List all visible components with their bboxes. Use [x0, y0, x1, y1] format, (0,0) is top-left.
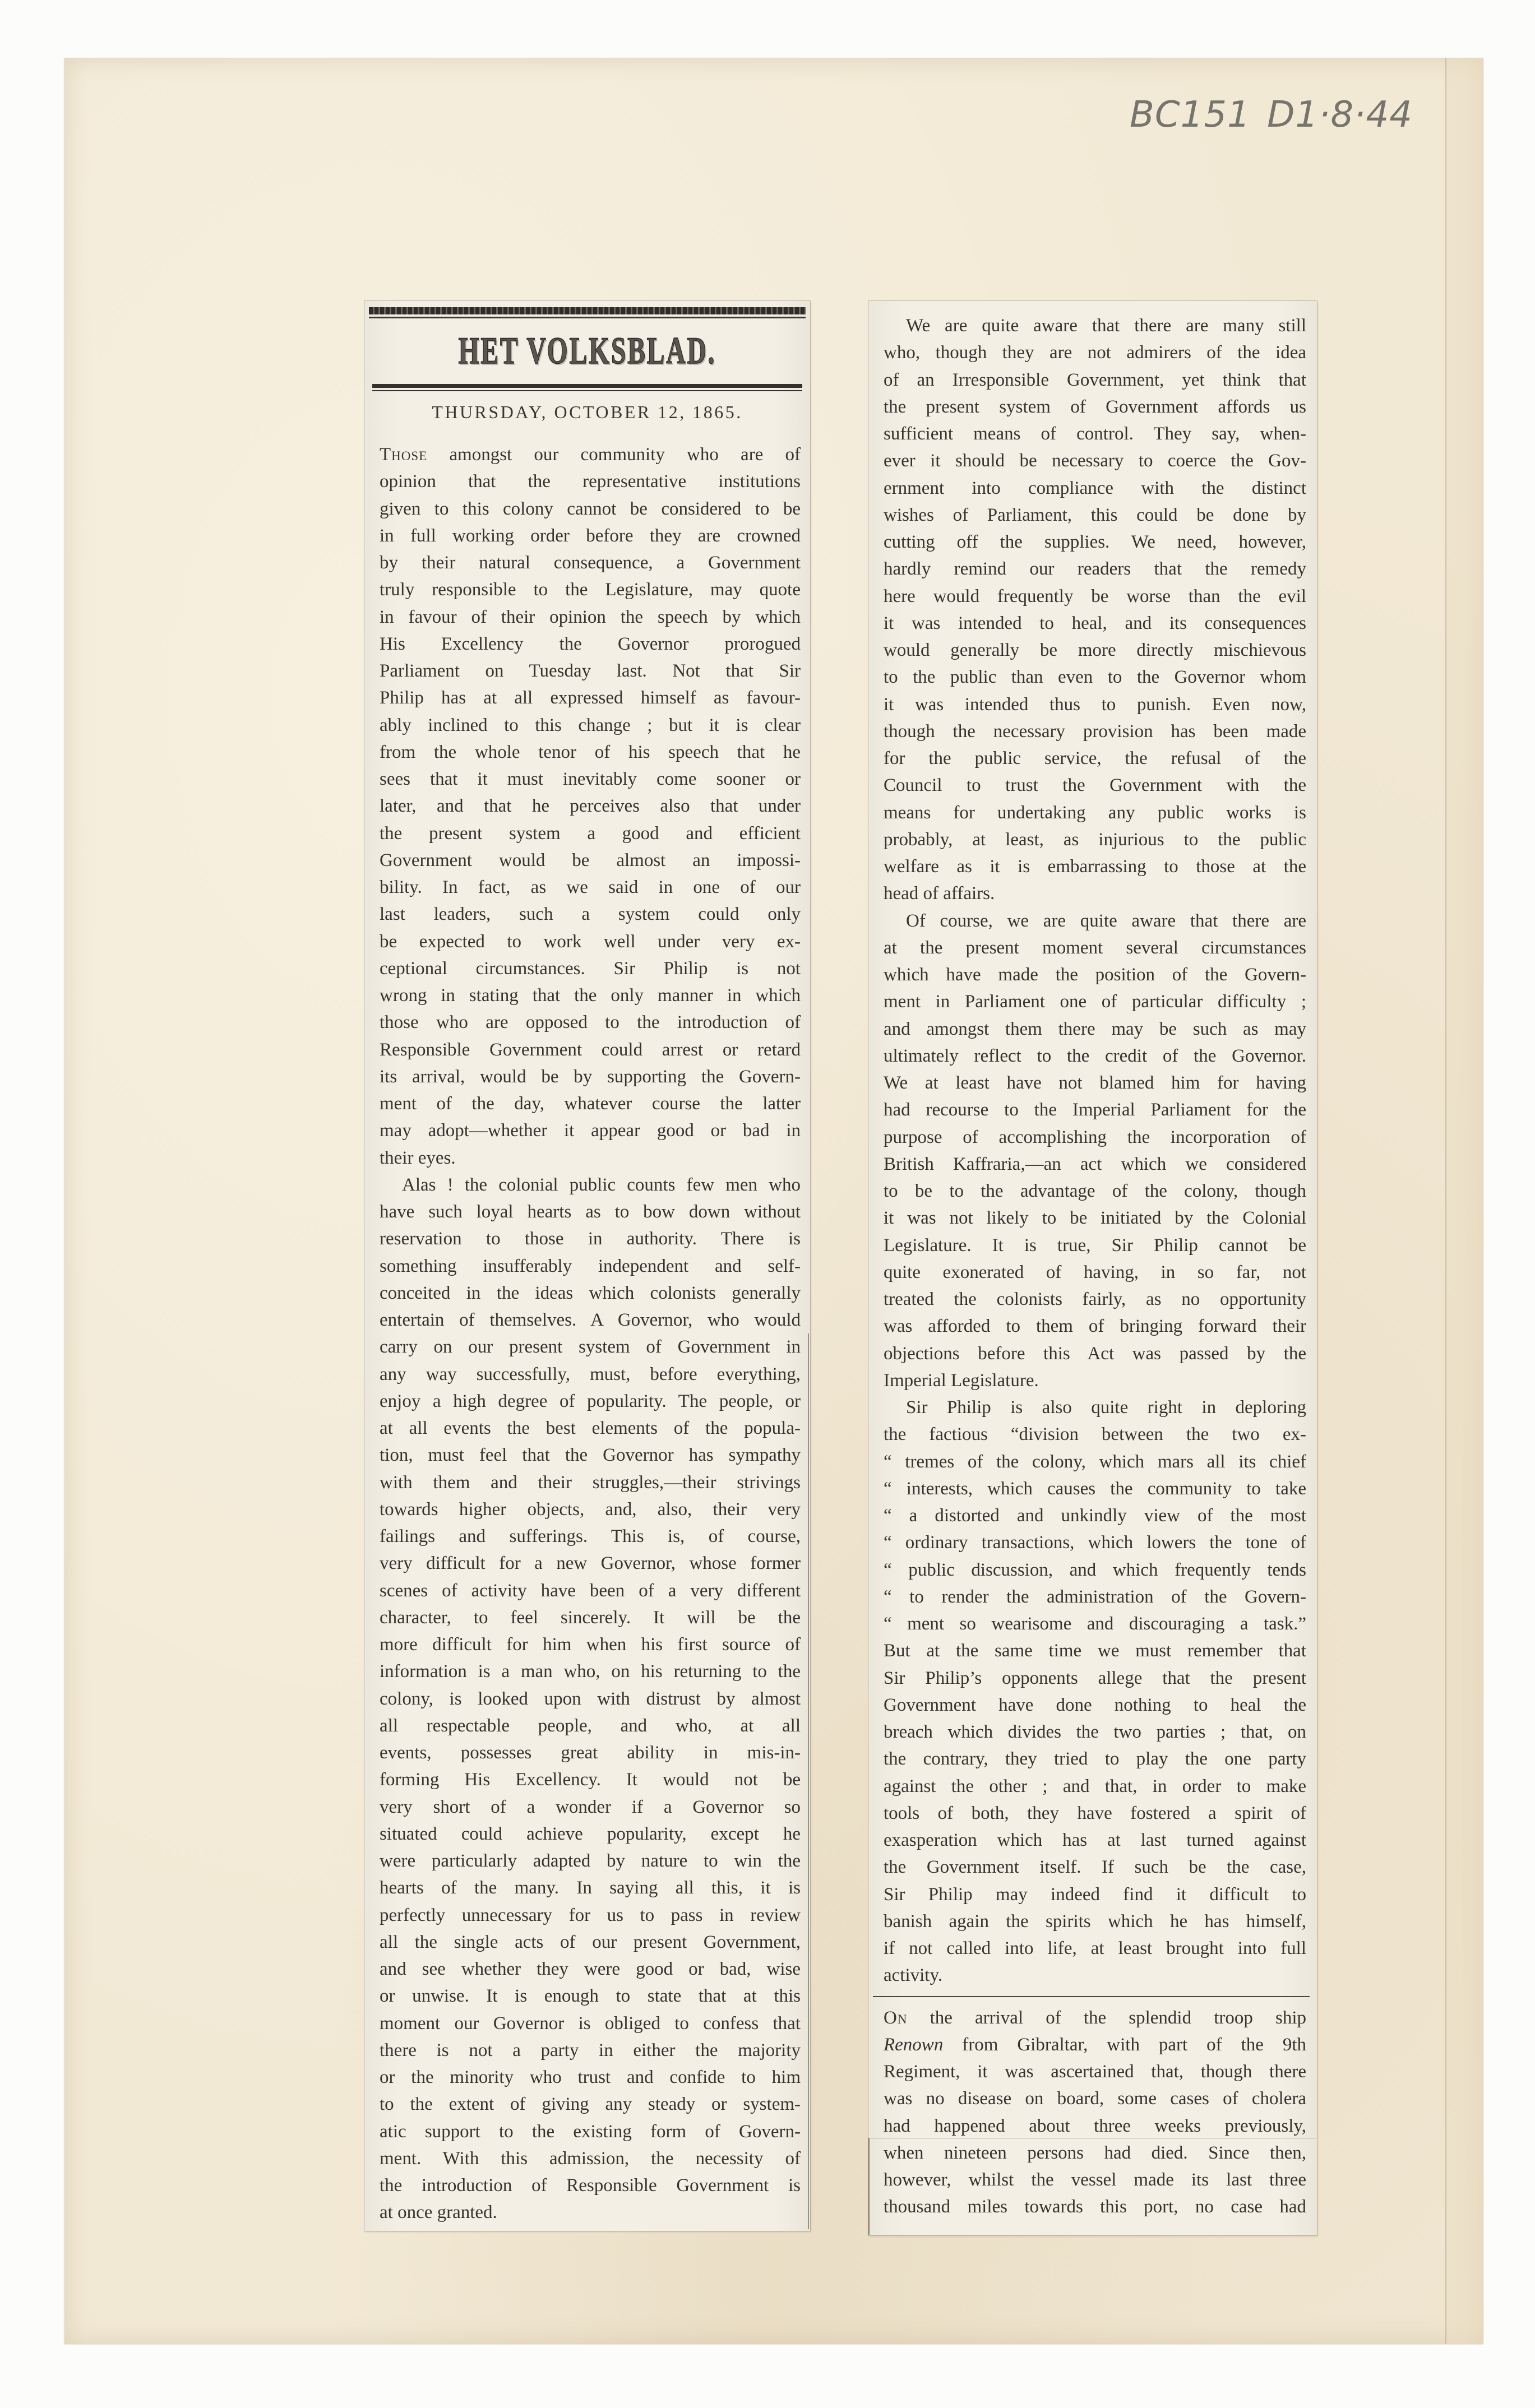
- text-line: reservation to those in authority. There is: [380, 1229, 801, 1249]
- paragraph: [884, 2004, 1306, 2221]
- text-line: or unwise. It is enough to state that at this: [380, 1986, 801, 2007]
- text-line: later, and that he perceives also that under: [380, 796, 801, 817]
- text-line: was no disease on board, some cases of cholera: [884, 2089, 1306, 2109]
- text-line: it was not likely to be initiated by the Colonial: [884, 1208, 1306, 1229]
- text-line: ment in Parliament one of particular difficulty ;: [884, 992, 1306, 1012]
- clipping-paste-edge: [808, 1333, 809, 2229]
- text-line: [884, 2004, 1306, 2031]
- text-line: to the extent of giving any steady or system-: [380, 2094, 801, 2115]
- left-newspaper-clipping: [364, 301, 810, 2231]
- text-line: “ interests, which causes the community to take: [884, 1478, 1306, 1499]
- text-line: its arrival, would be by supporting the Govern-: [380, 1066, 801, 1087]
- text-line: which have made the position of the Govern-: [884, 965, 1306, 985]
- masthead-title: HET VOLKSBLAD.: [458, 329, 716, 372]
- text-line: scenes of activity have been of a very different: [380, 1580, 801, 1601]
- article: [884, 312, 1306, 1989]
- text-line: something insufferably independent and self-: [380, 1256, 801, 1276]
- text-line: ultimately reflect to the credit of the Governor.: [884, 1045, 1306, 1066]
- text-line: means for undertaking any public works is: [884, 802, 1306, 823]
- text-line: all respectable people, and who, at all: [380, 1715, 801, 1736]
- lead-word: Those: [380, 444, 428, 465]
- italic-word: Renown: [884, 2034, 944, 2055]
- paragraph: [884, 907, 1306, 1395]
- text-line: probably, at least, as injurious to the public: [884, 829, 1306, 850]
- text-line: the contrary, they tried to play the one party: [884, 1749, 1306, 1770]
- text-line: moment our Governor is obliged to confess that: [380, 2013, 801, 2034]
- text-line: perfectly unnecessary for us to pass in review: [380, 1905, 801, 1925]
- right-newspaper-clipping: [868, 301, 1317, 2235]
- paragraph: [884, 312, 1306, 907]
- text-line: [380, 441, 801, 468]
- text-line: opinion that the representative institutions: [380, 471, 801, 492]
- right-column-text: [884, 312, 1306, 2221]
- text-line: hearts of the many. In saying all this, it is: [380, 1878, 801, 1898]
- text-line: here would frequently be worse than the evil: [884, 586, 1306, 606]
- paragraph: [380, 441, 801, 1171]
- text-line: the present system a good and efficient: [380, 823, 801, 844]
- left-column-text: [380, 441, 801, 2226]
- dateline: THURSDAY, OCTOBER 12, 1865.: [432, 402, 743, 422]
- text-line: Of course, we are quite aware that there are: [906, 910, 1306, 931]
- line-text: amongst our community who are of: [427, 444, 801, 465]
- line-text: the arrival of the splendid troop ship: [907, 2007, 1306, 2028]
- text-line: tion, must feel that the Governor has sympathy: [380, 1445, 801, 1466]
- text-line: in full working order before they are crowned: [380, 525, 801, 546]
- text-line: His Excellency the Governor prorogued: [380, 633, 801, 654]
- text-line: was afforded to them of bringing forward their: [884, 1316, 1306, 1337]
- text-line: Legislature. It is true, Sir Philip cannot be: [884, 1235, 1306, 1256]
- text-line: banish again the spirits which he has himself,: [884, 1911, 1306, 1932]
- text-line: and amongst them there may be such as may: [884, 1018, 1306, 1039]
- text-line: wishes of Parliament, this could be done by: [884, 504, 1306, 525]
- text-line: We are quite aware that there are many still: [906, 316, 1306, 336]
- text-line: sees that it must inevitably come sooner or: [380, 769, 801, 789]
- text-line: more difficult for him when his first source of: [380, 1634, 801, 1655]
- paragraph: [884, 1394, 1306, 1989]
- masthead-thin-rule: [369, 317, 806, 318]
- article: [380, 441, 801, 2226]
- text-line: who, though they are not admirers of the idea: [884, 342, 1306, 363]
- text-line: had recourse to the Imperial Parliament for the: [884, 1100, 1306, 1120]
- text-line: and see whether they were good or bad, wise: [380, 1959, 801, 1979]
- text-line: it was intended thus to punish. Even now,: [884, 694, 1306, 715]
- text-line: ment of the day, whatever course the latter: [380, 1094, 801, 1114]
- text-line: would generally be more directly mischievous: [884, 640, 1306, 660]
- text-line: the introduction of Responsible Government is: [380, 2175, 801, 2196]
- text-line: it was intended to heal, and its consequences: [884, 613, 1306, 633]
- text-line: forming His Excellency. It would not be: [380, 1770, 801, 1790]
- article-divider-rule: [884, 1989, 1306, 2004]
- text-line: towards higher objects, and, also, their very: [380, 1499, 801, 1520]
- text-line: thousand miles towards this port, no case had: [884, 2197, 1306, 2217]
- underlying-sheet-edge: [1445, 58, 1484, 2344]
- text-line: ment. With this admission, the necessity of: [380, 2148, 801, 2169]
- text-line: at the present moment several circumstances: [884, 937, 1306, 958]
- text-line: however, whilst the vessel made its last three: [884, 2170, 1306, 2190]
- text-line: to be to the advantage of the colony, though: [884, 1181, 1306, 1201]
- text-line: cutting off the supplies. We need, however,: [884, 532, 1306, 552]
- text-line: their eyes.: [380, 1147, 456, 1168]
- text-line: Regiment, it was ascertained that, though there: [884, 2062, 1306, 2082]
- text-line: conceited in the ideas which colonists generally: [380, 1282, 801, 1303]
- text-line: hardly remind our readers that the remedy: [884, 559, 1306, 580]
- text-line: ever it should be necessary to coerce the Gov-: [884, 451, 1306, 471]
- text-line: Imperial Legislature.: [884, 1370, 1039, 1391]
- text-line: have such loyal hearts as to bow down without: [380, 1202, 801, 1222]
- text-line: character, to feel sincerely. It will be the: [380, 1607, 801, 1628]
- text-line: of an Irresponsible Government, yet think that: [884, 369, 1306, 390]
- text-line: colony, is looked upon with distrust by almost: [380, 1688, 801, 1709]
- masthead-double-rule: [372, 384, 802, 391]
- text-line: had happened about three weeks previously,: [884, 2115, 1306, 2136]
- text-line: “ to render the administration of the Govern-: [884, 1586, 1306, 1607]
- text-line: from the whole tenor of his speech that he: [380, 742, 801, 762]
- text-line: when nineteen persons had died. Since then,: [884, 2142, 1306, 2163]
- text-line: “ a distorted and unkindly view of the most: [884, 1506, 1306, 1526]
- text-line: tools of both, they have fostered a spirit of: [884, 1803, 1306, 1823]
- text-line: ernment into compliance with the distinct: [884, 478, 1306, 498]
- paragraph: [380, 1171, 801, 2226]
- text-line: all the single acts of our present Government,: [380, 1932, 801, 1952]
- lead-word: On: [884, 2007, 908, 2028]
- text-line: ceptional circumstances. Sir Philip is not: [380, 958, 801, 979]
- text-line: situated could achieve popularity, except he: [380, 1823, 801, 1844]
- text-line: Sir Philip’s opponents allege that the present: [884, 1668, 1306, 1688]
- text-line: We at least have not blamed him for having: [884, 1073, 1306, 1093]
- text-line: in favour of their opinion the speech by which: [380, 606, 801, 627]
- masthead: [364, 329, 810, 372]
- text-line: the present system of Government affords us: [884, 396, 1306, 417]
- text-line: Philip has at all expressed himself as favour-: [380, 688, 801, 708]
- text-line: there is not a party in either the majority: [380, 2040, 801, 2060]
- text-line: the Government itself. If such be the case,: [884, 1857, 1306, 1878]
- text-line: [884, 2031, 1306, 2058]
- text-line: by their natural consequence, a Government: [380, 553, 801, 573]
- text-line: purpose of accomplishing the incorporation of: [884, 1127, 1306, 1147]
- text-line: welfare as it is embarrassing to those at the: [884, 856, 1306, 877]
- text-line: may adopt—whether it appear good or bad in: [380, 1120, 801, 1141]
- text-line: to the public than even to the Governor whom: [884, 667, 1306, 688]
- text-line: those who are opposed to the introduction of: [380, 1012, 801, 1033]
- text-line: treated the colonists fairly, as no opportunity: [884, 1289, 1306, 1309]
- text-line: activity.: [884, 1965, 943, 1986]
- text-line: head of affairs.: [884, 883, 995, 904]
- text-line: or the minority who trust and confide to him: [380, 2067, 801, 2087]
- text-line: objections before this Act was passed by the: [884, 1343, 1306, 1364]
- archive-reference-note: BC151 D1·8·44: [1130, 94, 1413, 136]
- text-line: British Kaffraria,—an act which we considered: [884, 1154, 1306, 1174]
- text-line: at once granted.: [380, 2202, 497, 2223]
- text-line: failings and sufferings. This is, of course,: [380, 1526, 801, 1546]
- text-line: very difficult for a new Governor, whose former: [380, 1553, 801, 1574]
- line-text: from Gibraltar, with part of the 9th: [943, 2034, 1306, 2055]
- text-line: “ ment so wearisome and discouraging a task.”: [884, 1614, 1306, 1634]
- text-line: ably inclined to this change ; but it is clear: [380, 715, 801, 735]
- text-line: sufficient means of control. They say, when-: [884, 424, 1306, 444]
- masthead-ornament-band: [369, 307, 806, 314]
- text-line: events, possesses great ability in mis-in-: [380, 1743, 801, 1763]
- text-line: “ ordinary transactions, which lowers the tone of: [884, 1532, 1306, 1553]
- text-line: against the other ; and that, in order to make: [884, 1776, 1306, 1796]
- text-line: though the necessary provision has been made: [884, 721, 1306, 742]
- text-line: bility. In fact, as we said in one of our: [380, 877, 801, 897]
- text-line: Government would be almost an impossi-: [380, 850, 801, 870]
- text-line: entertain of themselves. A Governor, who would: [380, 1310, 801, 1330]
- text-line: for the public service, the refusal of the: [884, 748, 1306, 768]
- text-line: truly responsible to the Legislature, may quote: [380, 580, 801, 600]
- text-line: Sir Philip is also quite right in deploring: [906, 1397, 1306, 1418]
- text-line: carry on our present system of Government in: [380, 1337, 801, 1358]
- text-line: if not called into life, at least brought into full: [884, 1938, 1306, 1958]
- text-line: be expected to work well under very ex-: [380, 931, 801, 952]
- text-line: were particularly adapted by nature to win the: [380, 1851, 801, 1871]
- text-line: atic support to the existing form of Govern-: [380, 2121, 801, 2142]
- text-line: breach which divides the two parties ; that, on: [884, 1722, 1306, 1742]
- text-line: But at the same time we must remember that: [884, 1641, 1306, 1661]
- text-line: any way successfully, must, before everything,: [380, 1364, 801, 1384]
- text-line: quite exonerated of having, in so far, not: [884, 1262, 1306, 1282]
- text-line: wrong in stating that the only manner in which: [380, 985, 801, 1006]
- text-line: very short of a wonder if a Governor so: [380, 1796, 801, 1817]
- text-line: Council to trust the Government with the: [884, 775, 1306, 796]
- text-line: Alas ! the colonial public counts few men who: [402, 1174, 801, 1195]
- text-line: “ tremes of the colony, which mars all its chief: [884, 1451, 1306, 1472]
- text-line: Parliament on Tuesday last. Not that Sir: [380, 661, 801, 681]
- text-line: last leaders, such a system could only: [380, 904, 801, 925]
- text-line: given to this colony cannot be considered to be: [380, 498, 801, 519]
- text-line: Responsible Government could arrest or retard: [380, 1039, 801, 1060]
- text-line: Government have done nothing to heal the: [884, 1694, 1306, 1715]
- text-line: enjoy a high degree of popularity. The people, or: [380, 1391, 801, 1411]
- text-line: “ public discussion, and which frequently tends: [884, 1559, 1306, 1580]
- text-line: with them and their struggles,—their strivings: [380, 1472, 801, 1493]
- article: [884, 2004, 1306, 2221]
- text-line: Sir Philip may indeed find it difficult to: [884, 1884, 1306, 1905]
- text-line: the factious “division between the two ex-: [884, 1424, 1306, 1445]
- text-line: at all events the best elements of the popula-: [380, 1418, 801, 1438]
- text-line: information is a man who, on his returning to the: [380, 1661, 801, 1682]
- text-line: exasperation which has at last turned against: [884, 1830, 1306, 1850]
